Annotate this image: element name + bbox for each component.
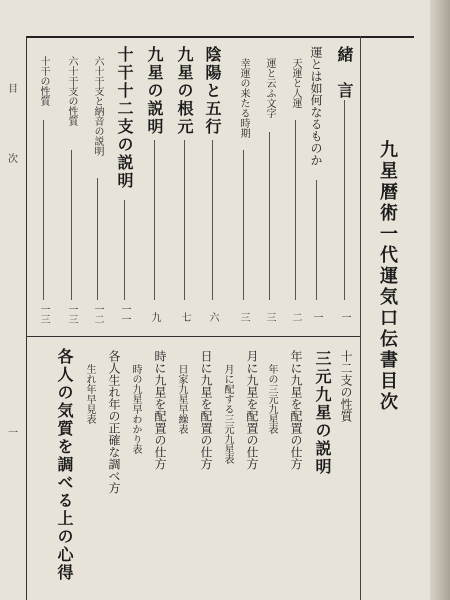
- toc-entry-text: 月に九星を配置の仕方: [245, 350, 259, 470]
- leader-line: [154, 140, 155, 300]
- toc-entry-text: 日に九星を配置の仕方: [199, 350, 213, 470]
- toc-entry-text: 緒 言: [335, 46, 354, 100]
- page-number: 一三: [38, 304, 49, 324]
- toc-entry-text: 陰陽と五行: [203, 46, 222, 136]
- leader-line: [184, 140, 185, 300]
- toc-entry-text: 日家九星早繰表: [176, 364, 187, 434]
- toc-entry-text: 十二支の性質: [339, 350, 353, 422]
- frame-left-rule: [26, 36, 27, 600]
- toc-entry-text: 生れ年早見表: [84, 364, 95, 424]
- toc-entry-text: 各人生れ年の正確な調べ方: [107, 350, 121, 494]
- toc-entry-text: 年の三元九星表: [266, 364, 277, 434]
- frame-inner-rule: [360, 36, 361, 600]
- toc-entry-text: 九星の説明: [145, 46, 164, 136]
- page-number: 一: [311, 312, 322, 322]
- margin-label-top: 目: [8, 84, 18, 95]
- page-number: 三: [264, 312, 275, 322]
- margin-label-bottom: 一: [8, 428, 18, 439]
- leader-line: [243, 150, 244, 300]
- toc-entry-text: 十干十二支の説明: [115, 46, 134, 190]
- page-edge: [430, 0, 450, 600]
- page-number: 六: [207, 312, 218, 322]
- section-divider: [26, 336, 360, 337]
- toc-entry-text: 天運と人運: [290, 58, 301, 108]
- leader-line: [124, 200, 125, 300]
- page-number: 一一: [119, 304, 130, 324]
- toc-entry-text: 時の九星早わかり表: [130, 364, 141, 454]
- leader-line: [71, 150, 72, 300]
- page-number: 三: [238, 312, 249, 322]
- leader-line: [295, 120, 296, 300]
- toc-entry-text: 月に配する三元九星表: [222, 364, 233, 464]
- toc-entry-text: 年に九星を配置の仕方: [289, 350, 303, 470]
- leader-line: [43, 120, 44, 300]
- leader-line: [212, 140, 213, 300]
- page-number: 一二: [92, 304, 103, 324]
- toc-entry-text: 運とは如何なるものか: [309, 46, 323, 166]
- toc-entry-text: 九星の根元: [175, 46, 194, 136]
- toc-entry-text: 運と云ふ文字: [264, 58, 275, 118]
- leader-line: [344, 100, 345, 300]
- page-number: 九: [149, 312, 160, 322]
- toc-title: 九星暦術一代運気口伝書目次: [377, 140, 398, 413]
- toc-entry-text: 六十干支と納音の説明: [92, 56, 103, 156]
- page-number: 二: [290, 312, 301, 322]
- leader-line: [316, 180, 317, 300]
- leader-line: [269, 132, 270, 300]
- toc-entry-text: 幸運の来たる時期: [238, 58, 249, 138]
- page-number: 一: [339, 312, 350, 322]
- toc-entry-text: 六十干支の性質: [66, 56, 77, 126]
- toc-entry-text: 十干の性質: [38, 56, 49, 106]
- page-number: 一三: [66, 304, 77, 324]
- toc-entry-text: 各人の気質を調べる上の心得: [55, 348, 74, 582]
- toc-entry-text: 三元九星の説明: [313, 350, 332, 476]
- frame-top-rule: [26, 36, 414, 38]
- toc-entry-text: 時に九星を配置の仕方: [153, 350, 167, 470]
- margin-label-mid: 次: [8, 154, 18, 165]
- page-number: 七: [179, 312, 190, 322]
- leader-line: [97, 178, 98, 300]
